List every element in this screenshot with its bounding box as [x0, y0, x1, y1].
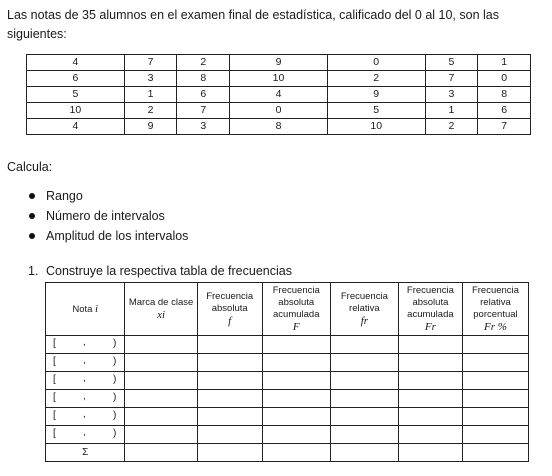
- freq-cell[interactable]: [125, 426, 197, 444]
- sum-row: [46, 444, 529, 462]
- freq-cell[interactable]: [125, 354, 197, 372]
- interval-right-paren: ): [113, 410, 117, 421]
- interval-comma: ,: [83, 373, 86, 384]
- grade-cell: 4: [230, 87, 328, 103]
- interval-right-paren: ): [113, 428, 117, 439]
- header-symbol: F: [292, 320, 300, 333]
- grades-row: [27, 55, 531, 71]
- freq-cell[interactable]: [125, 408, 197, 426]
- header-text: Nota: [72, 303, 93, 315]
- freq-cell[interactable]: [125, 336, 197, 354]
- freq-row: [46, 354, 529, 372]
- freq-cell[interactable]: [330, 372, 398, 390]
- sum-cell[interactable]: [125, 444, 197, 462]
- grade-cell: 0: [327, 55, 425, 71]
- interval-cell[interactable]: [46, 372, 125, 390]
- grade-cell: 1: [124, 87, 177, 103]
- freq-cell[interactable]: [398, 408, 462, 426]
- sum-cell[interactable]: [398, 444, 462, 462]
- calculation-list: [26, 186, 188, 246]
- interval-cell[interactable]: [46, 336, 125, 354]
- interval-comma: ,: [83, 337, 86, 348]
- header-symbol: f: [228, 314, 232, 327]
- grade-cell: 2: [327, 71, 425, 87]
- interval-comma: ,: [83, 427, 86, 438]
- interval-comma: ,: [83, 391, 86, 402]
- interval-left-bracket: [: [53, 374, 56, 385]
- grade-cell: 9: [327, 87, 425, 103]
- freq-cell[interactable]: [462, 354, 528, 372]
- freq-cell[interactable]: [462, 426, 528, 444]
- freq-cell[interactable]: [125, 372, 197, 390]
- header-symbol: Fr: [424, 320, 436, 333]
- interval-left-bracket: [: [53, 410, 56, 421]
- sum-cell[interactable]: [197, 444, 262, 462]
- grade-cell: 4: [27, 119, 125, 135]
- freq-row: [46, 408, 529, 426]
- header-text: Frecuencia relativa: [340, 290, 388, 314]
- grades-row: [27, 71, 531, 87]
- header-text: Frecuencia absoluta acumulada: [406, 284, 454, 320]
- grade-cell: 6: [478, 103, 531, 119]
- interval-right-paren: ): [113, 392, 117, 403]
- interval-left-bracket: [: [53, 338, 56, 349]
- grade-cell: 0: [230, 103, 328, 119]
- grade-cell: 6: [27, 71, 125, 87]
- interval-cell[interactable]: [46, 408, 125, 426]
- header-text: Frecuencia absoluta acumulada: [272, 284, 320, 320]
- interval-left-bracket: [: [53, 356, 56, 367]
- grade-cell: 9: [124, 119, 177, 135]
- freq-cell[interactable]: [462, 408, 528, 426]
- grade-cell: 10: [27, 103, 125, 119]
- freq-cell[interactable]: [262, 372, 330, 390]
- interval-cell[interactable]: [46, 426, 125, 444]
- freq-cell[interactable]: [197, 354, 262, 372]
- interval-left-bracket: [: [53, 392, 56, 403]
- bullet-amplitud: Amplitud de los intervalos: [26, 226, 188, 246]
- freq-cell[interactable]: [462, 372, 528, 390]
- grade-cell: 9: [230, 55, 328, 71]
- calcula-label: Calcula:: [7, 160, 53, 174]
- freq-cell[interactable]: [398, 426, 462, 444]
- freq-cell[interactable]: [462, 336, 528, 354]
- grade-cell: 8: [177, 71, 230, 87]
- freq-cell[interactable]: [398, 390, 462, 408]
- grades-row: [27, 103, 531, 119]
- grade-cell: 3: [177, 119, 230, 135]
- grades-row: [27, 119, 531, 135]
- grades-table: [26, 54, 531, 135]
- grade-cell: 4: [27, 55, 125, 71]
- grade-cell: 7: [425, 71, 478, 87]
- grade-cell: 7: [177, 103, 230, 119]
- grade-cell: 8: [230, 119, 328, 135]
- header-symbol: xi: [157, 308, 166, 321]
- interval-right-paren: ): [113, 338, 117, 349]
- freq-cell[interactable]: [262, 408, 330, 426]
- freq-cell[interactable]: [262, 336, 330, 354]
- grade-cell: 5: [327, 103, 425, 119]
- freq-cell[interactable]: [262, 390, 330, 408]
- freq-cell[interactable]: [398, 372, 462, 390]
- grades-row: [27, 87, 531, 103]
- grade-cell: 3: [124, 71, 177, 87]
- grade-cell: 2: [124, 103, 177, 119]
- sum-cell[interactable]: [262, 444, 330, 462]
- grade-cell: 7: [478, 119, 531, 135]
- freq-cell[interactable]: [330, 354, 398, 372]
- interval-right-paren: ): [113, 356, 117, 367]
- task-text: Construye la respectiva tabla de frecuencias: [46, 264, 292, 278]
- freq-cell[interactable]: [197, 390, 262, 408]
- freq-cell[interactable]: [197, 336, 262, 354]
- interval-cell[interactable]: [46, 390, 125, 408]
- grade-cell: 1: [425, 103, 478, 119]
- grade-cell: 0: [478, 71, 531, 87]
- freq-header-2: [197, 283, 262, 336]
- freq-row: [46, 336, 529, 354]
- freq-cell[interactable]: [125, 390, 197, 408]
- header-text: Frecuencia absoluta: [206, 290, 254, 314]
- grade-cell: 3: [425, 87, 478, 103]
- freq-cell[interactable]: [398, 354, 462, 372]
- interval-comma: ,: [83, 409, 86, 420]
- grade-cell: 5: [27, 87, 125, 103]
- freq-cell[interactable]: [330, 336, 398, 354]
- header-symbol: i: [95, 302, 99, 315]
- freq-header-1: [125, 283, 197, 336]
- grade-cell: 10: [327, 119, 425, 135]
- header-symbol: fr: [360, 314, 369, 327]
- bullet-rango: Rango: [26, 186, 188, 206]
- freq-cell[interactable]: [330, 390, 398, 408]
- freq-cell[interactable]: [330, 408, 398, 426]
- interval-cell[interactable]: [46, 354, 125, 372]
- interval-left-bracket: [: [53, 428, 56, 439]
- freq-cell[interactable]: [398, 336, 462, 354]
- freq-header-5: [398, 283, 462, 336]
- header-symbol: Fr %: [483, 320, 507, 333]
- freq-cell[interactable]: [330, 426, 398, 444]
- sum-cell[interactable]: [330, 444, 398, 462]
- freq-header-4: [330, 283, 398, 336]
- freq-cell[interactable]: [197, 426, 262, 444]
- bullet-numero-intervalos: Número de intervalos: [26, 206, 188, 226]
- grade-cell: 1: [478, 55, 531, 71]
- grade-cell: 6: [177, 87, 230, 103]
- grade-cell: 7: [124, 55, 177, 71]
- task-item: [28, 264, 292, 278]
- freq-cell[interactable]: [262, 426, 330, 444]
- grade-cell: 5: [425, 55, 478, 71]
- freq-cell[interactable]: [197, 408, 262, 426]
- interval-right-paren: ): [113, 374, 117, 385]
- intro-text: Las notas de 35 alumnos en el examen final de estadística, calificado del 0 al 10, son las siguientes:: [7, 8, 499, 41]
- grade-cell: 10: [230, 71, 328, 87]
- grade-cell: 2: [177, 55, 230, 71]
- interval-comma: ,: [83, 355, 86, 366]
- freq-row: [46, 426, 529, 444]
- header-text: Frecuencia relativa porcentual: [471, 284, 519, 320]
- freq-header-3: [262, 283, 330, 336]
- sum-symbol: Σ: [46, 444, 125, 462]
- freq-cell[interactable]: [197, 372, 262, 390]
- freq-header-0: [46, 283, 125, 336]
- freq-row: [46, 372, 529, 390]
- task-number: 1.: [28, 264, 39, 278]
- grade-cell: 8: [478, 87, 531, 103]
- sum-cell[interactable]: [462, 444, 528, 462]
- grade-cell: 2: [425, 119, 478, 135]
- freq-header-6: [462, 283, 528, 336]
- freq-cell[interactable]: [462, 390, 528, 408]
- header-text: Marca de clase: [128, 296, 194, 308]
- freq-cell[interactable]: [262, 354, 330, 372]
- frequency-table: [45, 282, 529, 462]
- freq-row: [46, 390, 529, 408]
